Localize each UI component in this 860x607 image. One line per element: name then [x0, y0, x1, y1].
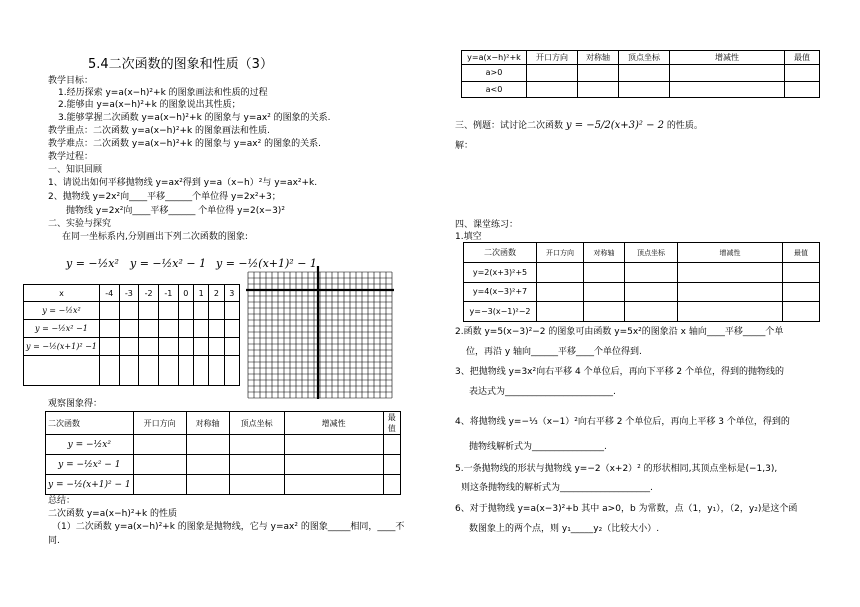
row-a-positive: a>0 — [462, 65, 527, 82]
summary-heading: 总结： — [48, 496, 76, 506]
col-extreme: 最值 — [785, 51, 820, 65]
summary-2: （1）二次函数 y=a(x−h)²+k 的图象是抛物线，它与 y=ax² 的图象_____相同，____不 — [52, 522, 405, 532]
practice-heading: 四、课堂练习： — [455, 220, 519, 230]
x-header: x — [24, 285, 100, 302]
value-table — [23, 284, 240, 386]
review-2b: 抛物线 y=2x²向____平移______ 个单位得 y=2(x−3)² — [66, 206, 285, 216]
question-2b: 位，再沿 y 轴向______平移____个单位得到. — [466, 347, 642, 357]
page-title: 5.4二次函数的图象和性质（3） — [88, 57, 273, 72]
key-point: 教学重点：二次函数 y=a(x−h)²+k 的图象画法和性质. — [48, 126, 270, 136]
example-line — [455, 120, 703, 132]
process-heading: 教学过程： — [48, 152, 94, 162]
col-function: 二次函数 — [464, 243, 537, 263]
x-cell: -3 — [119, 285, 139, 302]
row-function: y = −½x² — [46, 435, 134, 455]
example-tail: 的性质。 — [666, 121, 703, 131]
explore-heading: 二、实验与探究 — [48, 219, 112, 229]
row-function: y=−3(x−1)²−2 — [464, 302, 537, 322]
fill-heading: 1.填空 — [455, 232, 482, 242]
col-axis: 对称轴 — [186, 412, 229, 435]
x-cell: -4 — [99, 285, 119, 302]
col-vertex: 顶点坐标 — [229, 412, 284, 435]
difficulty: 教学难点：二次函数 y=a(x−h)²+k 的图象与 y=ax² 的图象的关系. — [48, 139, 321, 149]
goal-2: 2.能够由 y=a(x−h)²+k 的图象说出其性质； — [58, 100, 241, 110]
col-axis: 对称轴 — [578, 51, 619, 65]
general-property-table — [461, 50, 820, 98]
question-6b: 数图象上的两个点，则 y₁_____y₂（比较大小）. — [469, 524, 660, 534]
row-a-negative: a<0 — [462, 81, 527, 98]
x-cell: 1 — [193, 285, 208, 302]
col-vertex: 顶点坐标 — [625, 243, 678, 263]
row-label: y = −½(x+1)² −1 — [24, 338, 100, 356]
x-cell: 0 — [178, 285, 193, 302]
question-4b: 抛物线解析式为________________. — [469, 442, 607, 452]
goal-3: 3.能够掌握二次函数 y=a(x−h)²+k 的图象与 y=ax² 的图象的关系. — [58, 113, 331, 123]
row-label: y = −½x² −1 — [24, 320, 100, 338]
question-2a: 2.函数 y=5(x−3)²−2 的图象可由函数 y=5x²的图象沿 x 轴向____平移_____个单 — [455, 327, 784, 337]
x-cell: -2 — [139, 285, 159, 302]
question-3b: 表达式为________________________. — [469, 387, 616, 397]
row-function: y = −½(x+1)² − 1 — [46, 475, 134, 495]
x-cell: -1 — [158, 285, 178, 302]
question-5a: 5.一条抛物线的形状与抛物线 y=−2（x+2）² 的形状相同,其顶点坐标是(−1,3), — [455, 464, 778, 474]
question-5b: 则这条抛物线的解析式为____________________. — [461, 483, 653, 493]
summary-3: 同. — [48, 536, 60, 546]
col-monotonic: 增减性 — [284, 412, 383, 435]
row-function: y = −½x² − 1 — [46, 455, 134, 475]
formula-1: y = −½x² — [66, 257, 119, 270]
col-monotonic: 增减性 — [670, 51, 785, 65]
col-function: 二次函数 — [46, 412, 134, 435]
question-3a: 3、把抛物线 y=3x²向右平移 4 个单位后，再向下平移 2 个单位，得到的抛物线的 — [455, 367, 785, 377]
goal-1: 1.经历探索 y=a(x−h)²+k 的图象画法和性质的过程 — [58, 88, 268, 98]
col-axis: 对称轴 — [584, 243, 625, 263]
review-2a: 2、抛物线 y=2x²向____平移______个单位得 y=2x²+3； — [48, 192, 281, 202]
question-4a: 4、将抛物线 y=−⅓（x−1）²向右平移 2 个单位后，再向上平移 3 个单位，得到的 — [455, 417, 790, 427]
col-form: y=a(x−h)²+k — [462, 51, 527, 65]
property-table — [45, 411, 401, 495]
observe-label: 观察图象得： — [48, 399, 103, 409]
formula-2: y = −½x² − 1 — [130, 257, 207, 270]
coordinate-grid — [246, 266, 396, 401]
x-cell: 3 — [224, 285, 239, 302]
row-function: y=4(x−3)²+7 — [464, 282, 537, 302]
col-opening: 开口方向 — [133, 412, 186, 435]
col-extreme: 最值 — [383, 412, 400, 435]
col-vertex: 顶点坐标 — [619, 51, 670, 65]
question-6a: 6、对于抛物线 y=a(x−3)²+b 其中 a>0，b 为常数，点（1，y₁），（2，y₂)是这个函 — [455, 504, 798, 514]
formula-3: y = −½(x+1)² − 1 — [216, 257, 317, 270]
x-cell: 2 — [209, 285, 224, 302]
row-function: y=2(x+3)²+5 — [464, 263, 537, 283]
review-heading: 一、知识回顾 — [48, 165, 103, 175]
col-monotonic: 增减性 — [678, 243, 783, 263]
col-opening: 开口方向 — [537, 243, 584, 263]
example-label: 三、例题：试讨论二次函数 — [455, 121, 564, 131]
col-opening: 开口方向 — [527, 51, 578, 65]
row-label: y = −½x² — [24, 302, 100, 320]
example-formula: y = −5/2(x+3)² − 2 — [565, 120, 665, 131]
summary-1: 二次函数 y=a(x−h)²+k 的性质 — [48, 509, 178, 519]
goals-heading: 教学目标： — [48, 76, 94, 86]
col-extreme: 最值 — [783, 243, 820, 263]
explore-text: 在同一坐标系内,分别画出下列二次函数的图象: — [62, 232, 248, 242]
review-1: 1、请说出如何平移抛物线 y=ax²得到 y=a（x−h）²与 y=ax²+k. — [48, 178, 318, 188]
fill-table — [463, 242, 820, 322]
solution-label: 解： — [455, 141, 474, 151]
